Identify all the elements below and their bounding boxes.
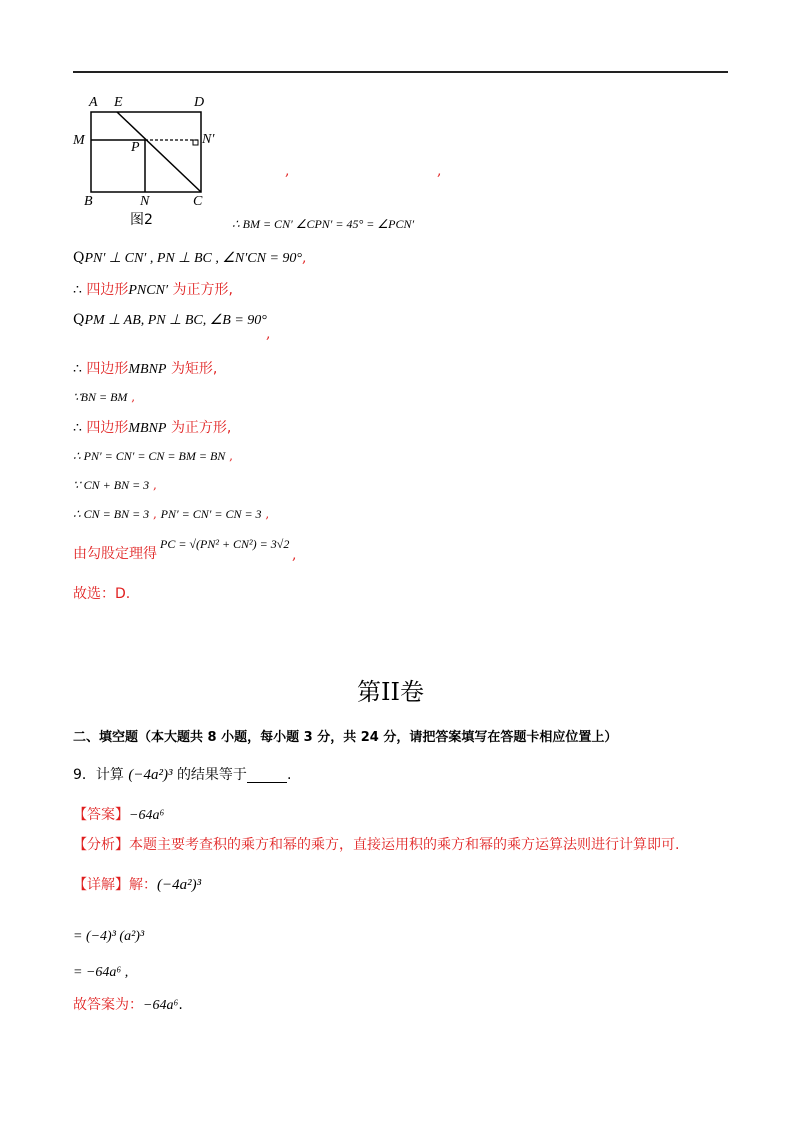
line-10-math-a: ∴ CN = BN = 3	[73, 507, 150, 521]
line-8-comma: ,	[229, 449, 233, 463]
question-9	[73, 768, 291, 783]
answer-blank	[247, 770, 287, 783]
line-10-comma: ,	[153, 507, 157, 521]
line-3	[73, 283, 233, 298]
section-heading: 二、填空题（本大题共 8 小题，每小题 3 分，共 24 分，请把答案填写在答题卡相应位置上）	[73, 730, 618, 745]
line-5-b: 为矩形,	[170, 361, 218, 377]
line-4-math: PM ⊥ AB, PN ⊥ BC, ∠B = 90°	[84, 313, 267, 328]
detail-prefix: 解：	[129, 877, 157, 893]
q9-period: .	[286, 767, 292, 783]
detail-expr: (−4a²)³	[157, 877, 202, 893]
line-9-comma: ,	[153, 478, 157, 492]
line-5	[73, 362, 217, 377]
line-4	[73, 313, 267, 328]
label-N: N	[140, 194, 150, 209]
line-9	[73, 479, 157, 491]
top-rule	[73, 71, 728, 73]
line-1: ∴ BM = CN′ ∠CPN′ = 45° = ∠PCN′	[232, 217, 415, 231]
detail-tag: 【详解】	[73, 877, 129, 893]
final-prefix: 故答案为：	[73, 997, 143, 1013]
label-P: P	[131, 140, 140, 155]
final-period: .	[178, 997, 183, 1013]
label-B: B	[84, 194, 93, 209]
step-2: = −64a⁶ ,	[73, 965, 129, 980]
analysis-tag: 【分析】	[73, 837, 129, 853]
line-8	[73, 450, 233, 462]
line-3-b: 为正方形,	[172, 282, 233, 298]
red-comma-2: ,	[437, 163, 442, 179]
line-11-a: 由勾股定理得	[73, 546, 157, 562]
answer-value: −64a⁶	[129, 808, 165, 823]
line-9-math: ∵ CN + BN = 3	[73, 478, 150, 492]
line-11	[73, 545, 157, 561]
line-7	[73, 421, 231, 436]
line-3-prefix: ∴	[73, 282, 82, 298]
q9-expr: (−4a²)³	[128, 767, 173, 783]
line-10-math-b: PN′ = CN′ = CN = 3	[160, 507, 262, 521]
step-1: = (−4)³ (a²)³	[73, 929, 145, 944]
line-6-comma: ,	[131, 390, 136, 404]
line-6-math: ∵BN = BM	[73, 390, 128, 404]
q9-answer	[73, 808, 164, 823]
q9-final	[73, 998, 183, 1013]
line-12: 故选：D.	[73, 586, 131, 602]
label-C: C	[193, 194, 203, 209]
line-3-math: PNCN′	[128, 283, 169, 298]
line-7-a: 四边形	[86, 420, 129, 436]
label-M: M	[73, 133, 85, 148]
line-7-math: MBNP	[128, 421, 167, 436]
q9-suffix: 的结果等于	[176, 767, 247, 783]
line-10-comma-2: ,	[265, 507, 270, 521]
line-4-prefix: Q	[73, 312, 85, 328]
line-11-comma: ,	[292, 547, 297, 563]
line-7-b: 为正方形,	[170, 420, 232, 436]
red-comma-1: ,	[285, 163, 290, 179]
figure-caption: 图2	[130, 212, 153, 228]
line-10	[73, 508, 269, 520]
line-3-a: 四边形	[86, 282, 129, 298]
q9-number: 9．计算	[73, 767, 124, 783]
line-2-math: PN′ ⊥ CN′ , PN ⊥ BC , ∠N′CN = 90°	[84, 251, 303, 266]
line-11-math: PC = √(PN² + CN²) = 3√2	[160, 537, 290, 551]
line-2-prefix: Q	[73, 250, 85, 266]
analysis-text: 本题主要考查积的乘方和幂的乘方，直接运用积的乘方和幂的乘方运算法则进行计算即可.	[129, 837, 680, 853]
line-4-comma: ,	[266, 326, 271, 342]
label-A: A	[89, 95, 98, 110]
answer-tag: 【答案】	[73, 807, 129, 823]
label-N-prime: N′	[202, 132, 215, 147]
line-2: QPN′ ⊥ CN′ , PN ⊥ BC , ∠N′CN = 90°,	[73, 250, 307, 266]
line-5-prefix: ∴	[73, 361, 82, 377]
figure-2-diagram	[85, 100, 285, 220]
line-7-prefix: ∴	[73, 420, 82, 436]
final-value: −64a⁶	[143, 998, 179, 1013]
line-5-math: MBNP	[128, 362, 167, 377]
label-D: D	[194, 95, 205, 110]
label-E: E	[114, 95, 123, 110]
q9-analysis	[73, 838, 679, 852]
line-6	[73, 391, 135, 403]
line-5-a: 四边形	[86, 361, 129, 377]
line-8-math: ∴ PN′ = CN′ = CN = BM = BN	[73, 449, 226, 463]
section-title: 第II卷	[357, 678, 424, 706]
q9-detail	[73, 878, 201, 893]
